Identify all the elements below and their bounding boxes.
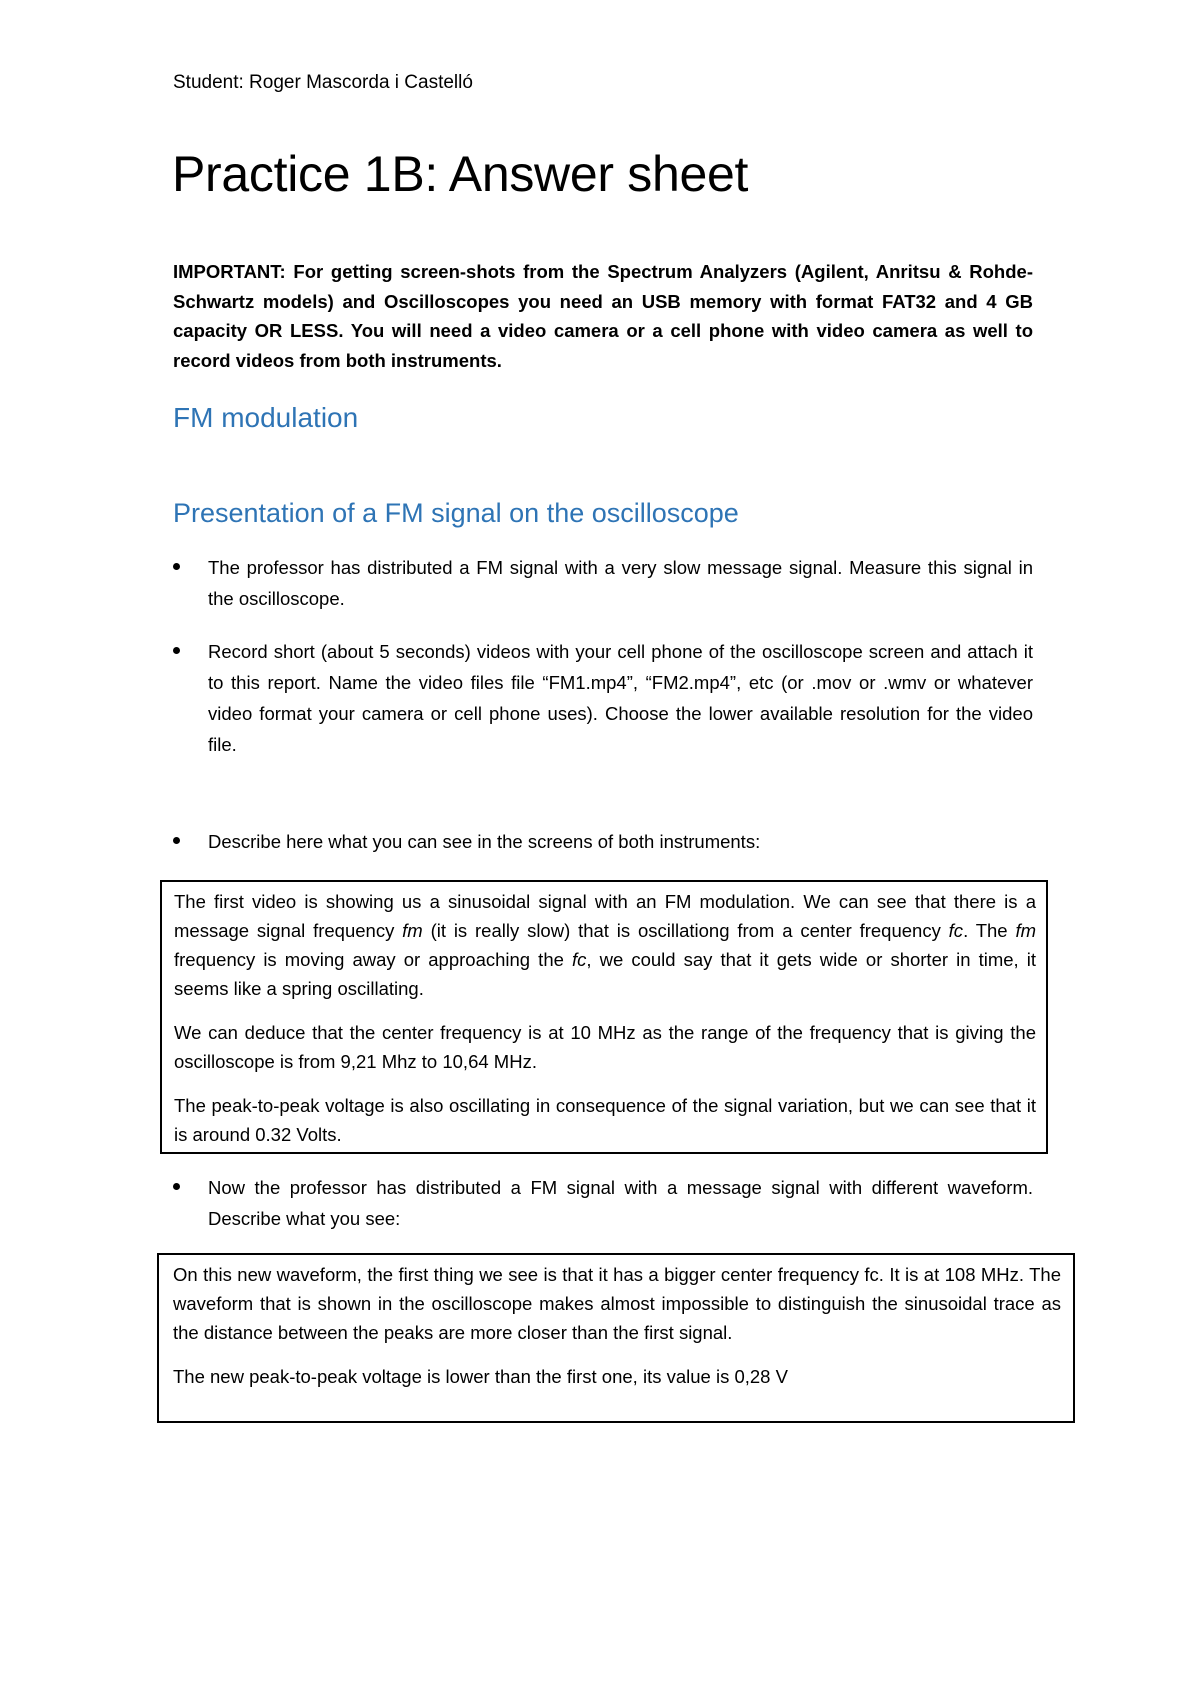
bullet-icon	[173, 837, 180, 844]
answer-paragraph: The new peak-to-peak voltage is lower than the first one, its value is 0,28 V	[173, 1366, 788, 1387]
answer-paragraph: On this new waveform, the first thing we see is that it has a bigger center frequency fc. It is at 108 MHz. The waveform that is shown in the oscilloscope makes almost impossible to distinguish the sinusoidal trace as the distance between the peaks are more closer than the first signal.	[173, 1264, 1061, 1343]
list-item-text: The professor has distributed a FM signal with a very slow message signal. Measure this signal in the oscilloscope.	[208, 557, 1033, 609]
bullet-icon	[173, 647, 180, 654]
page-title: Practice 1B: Answer sheet	[172, 146, 749, 202]
section-heading-presentation: Presentation of a FM signal on the oscilloscope	[173, 498, 739, 528]
answer-text-italic: fc	[571, 949, 587, 970]
important-note: IMPORTANT: For getting screen-shots from the Spectrum Analyzers (Agilent, Anritsu & Rohde-Schwartz models) and Oscilloscopes you need an USB memory with format FAT32 and 4 GB capacity OR LESS. You will need a video camera or a cell phone with video camera as well to record videos from both instruments.	[173, 261, 1033, 371]
bullet-icon	[173, 563, 180, 570]
answer-text: (it is really slow) that is oscillationg from a center frequency	[422, 920, 949, 941]
list-item-text: Record short (about 5 seconds) videos with your cell phone of the oscilloscope screen and attach it to this report. Name the video files file “FM1.mp4”, “FM2.mp4”, etc (or .mov or .wmv or whatever video format your camera or cell phone uses). Choose the lower available resolution for the video file.	[208, 641, 1033, 755]
answer-paragraph: The peak-to-peak voltage is also oscillating in consequence of the signal variation, but we can see that it is around 0.32 Volts.	[174, 1095, 1036, 1145]
answer-text: frequency is moving away or approaching the	[174, 949, 572, 970]
answer-paragraph	[174, 887, 1036, 1003]
answer-text-italic: fc	[948, 920, 964, 941]
list-item-text: Describe here what you can see in the screens of both instruments:	[208, 831, 761, 852]
answer-text-italic: fm	[1015, 920, 1036, 941]
answer-text: The first video is showing us a sinusoidal signal with an FM modulation. We can see that there is a message signal frequency	[174, 891, 1036, 941]
answer-box-second	[157, 1253, 1075, 1423]
answer-text: , we could say that it gets wide or shorter in time, it seems like a spring oscillating.	[174, 949, 1036, 999]
section-heading-fm-modulation: FM modulation	[173, 402, 359, 433]
student-name: Student: Roger Mascorda i Castelló	[173, 72, 473, 93]
answer-text: . The	[963, 920, 1016, 941]
bullet-icon	[173, 1183, 180, 1190]
list-item-text: Now the professor has distributed a FM signal with a message signal with different waveform. Describe what you see:	[208, 1177, 1033, 1229]
answer-text-italic: fm	[402, 920, 423, 941]
answer-paragraph: We can deduce that the center frequency is at 10 MHz as the range of the frequency that is giving the oscilloscope is from 9,21 Mhz to 10,64 MHz.	[174, 1022, 1036, 1072]
answer-box-first	[160, 880, 1048, 1154]
